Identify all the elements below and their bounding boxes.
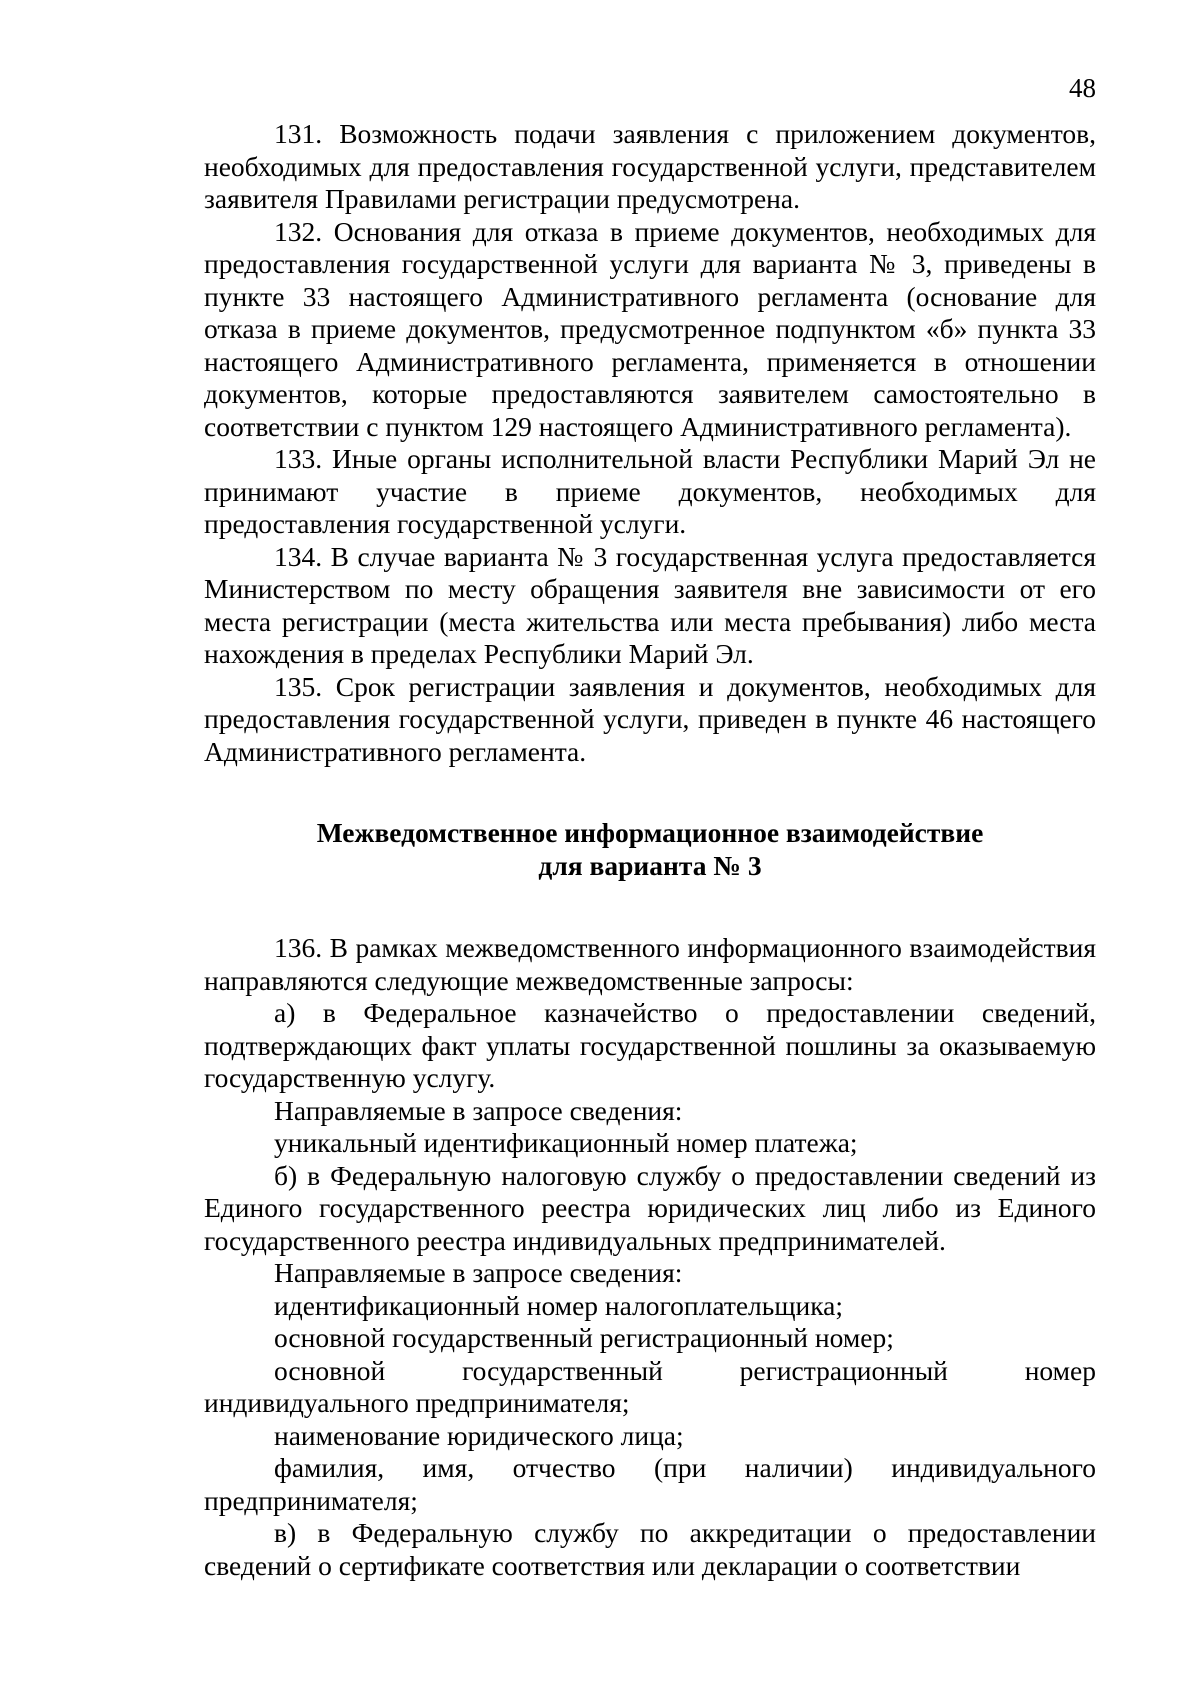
list-item: основной государственный регистрационный номер индивидуального предпринимателя; bbox=[204, 1354, 1096, 1418]
list-item: основной государственный регистрационный номер; bbox=[274, 1322, 894, 1353]
section-heading bbox=[204, 816, 1096, 882]
subparagraph-b: б) в Федеральную налоговую службу о предоставлении сведений из Единого государственного реестра юридических лиц либо из Единого государственного реестра индивидуальных предпринимателей. bbox=[204, 1159, 1096, 1256]
request-info-label: Направляемые в запросе сведения: bbox=[274, 1257, 683, 1288]
list-item: фамилия, имя, отчество (при наличии) индивидуального предпринимателя; bbox=[204, 1452, 1096, 1516]
list-item: уникальный идентификационный номер платежа; bbox=[274, 1127, 858, 1158]
paragraph-135: 135. Срок регистрации заявления и документов, необходимых для предоставления государственной услуги, приведен в пункте 46 настоящего Административного регламента. bbox=[204, 670, 1096, 767]
paragraph-133: 133. Иные органы исполнительной власти Республики Марий Эл не принимают участие в приеме документов, необходимых для предоставления государственной услуги. bbox=[204, 443, 1096, 539]
paragraph-132: 132. Основания для отказа в приеме документов, необходимых для предоставления государственной услуги для варианта № 3, приведены в пункте 33 настоящего Административного регламента (основание для отказа в приеме документов, предусмотренное подпунктом «б» пункта 33 настоящего Административного регламента, применяется в отношении документов, которые предоставляются заявителем самостоятельно в соответствии с пунктом 129 настоящего Административного регламента). bbox=[204, 215, 1096, 442]
paragraph-131: 131. Возможность подачи заявления с приложением документов, необходимых для предоставления государственной услуги, представителем заявителя Правилами регистрации предусмотрена. bbox=[204, 118, 1096, 214]
section-heading-line-2: для варианта № 3 bbox=[538, 850, 762, 881]
section-heading-line-1: Межведомственное информационное взаимодействие bbox=[316, 817, 984, 848]
list-item: идентификационный номер налогоплательщика; bbox=[274, 1289, 844, 1321]
subparagraph-a: а) в Федеральное казначейство о предоставлении сведений, подтверждающих факт уплаты государственной пошлины за оказываемую государственную услугу. bbox=[204, 997, 1096, 1093]
subparagraph-v: в) в Федеральную службу по аккредитации о предоставлении сведений о сертификате соответствия или декларации о соответствии bbox=[204, 1517, 1096, 1581]
document-body bbox=[204, 118, 1096, 1582]
list-item: наименование юридического лица; bbox=[274, 1419, 684, 1451]
paragraph-136: 136. В рамках межведомственного информационного взаимодействия направляются следующие межведомственные запросы: bbox=[204, 932, 1096, 996]
page-number: 48 bbox=[1069, 73, 1096, 103]
request-info-label: Направляемые в запросе сведения: bbox=[274, 1094, 683, 1126]
paragraph-134: 134. В случае варианта № 3 государственная услуга предоставляется Министерством по месту обращения заявителя вне зависимости от его места регистрации (места жительства или места пребывания) либо места нахождения в пределах Республики Марий Эл. bbox=[204, 540, 1096, 669]
